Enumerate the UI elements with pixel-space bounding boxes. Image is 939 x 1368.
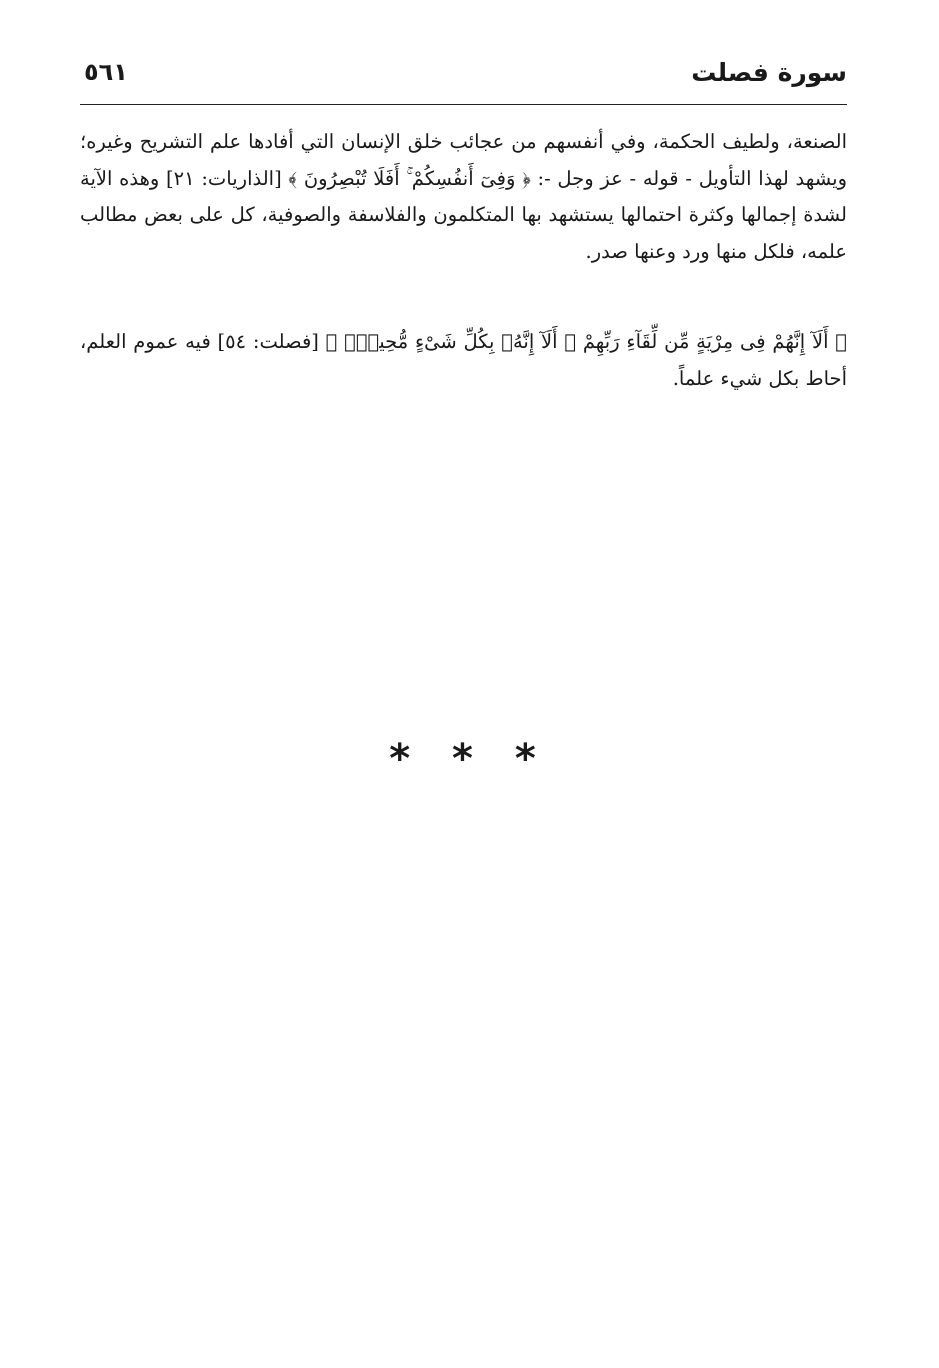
header-divider <box>80 104 847 105</box>
paragraph-verse-commentary <box>80 324 847 397</box>
paragraph-commentary <box>80 124 847 270</box>
section-separator: * * * <box>389 736 550 782</box>
paragraph-text: ﴿ أَلَآ إِنَّهُمْ فِى مِرْيَةٍ مِّن لِّقَآءِ رَبِّهِمْ ۗ أَلَآ إِنَّهُۥ بِكُلِّ شَىْءٍ مُّحِيطٌۢ ﴾ [فصلت: ٥٤] فيه عموم العلم، أحاط بكل شيء علماً. <box>80 330 847 390</box>
page-header <box>80 58 847 102</box>
paragraph-text: الصنعة، ولطيف الحكمة، وفي أنفسهم من عجائب خلق الإنسان التي أفادها علم التشريح وغيره؛ ويشهد لهذا التأويل - قوله - عز وجل -: ﴿ وَفِىٓ أَنفُسِكُمْ ۚ أَفَلَا تُبْصِرُونَ ﴾ [الذاريات: ٢١] وهذه الآية لشدة إجمالها وكثرة احتمالها يستشهد بها المتكلمون والفلاسفة والصوفية، كل على بعض مطالب علمه، فلكل منها ورد وعنها صدر. <box>80 130 848 263</box>
page-number: ٥٦١ <box>84 58 128 86</box>
surah-title: سورة فصلت <box>691 58 847 87</box>
